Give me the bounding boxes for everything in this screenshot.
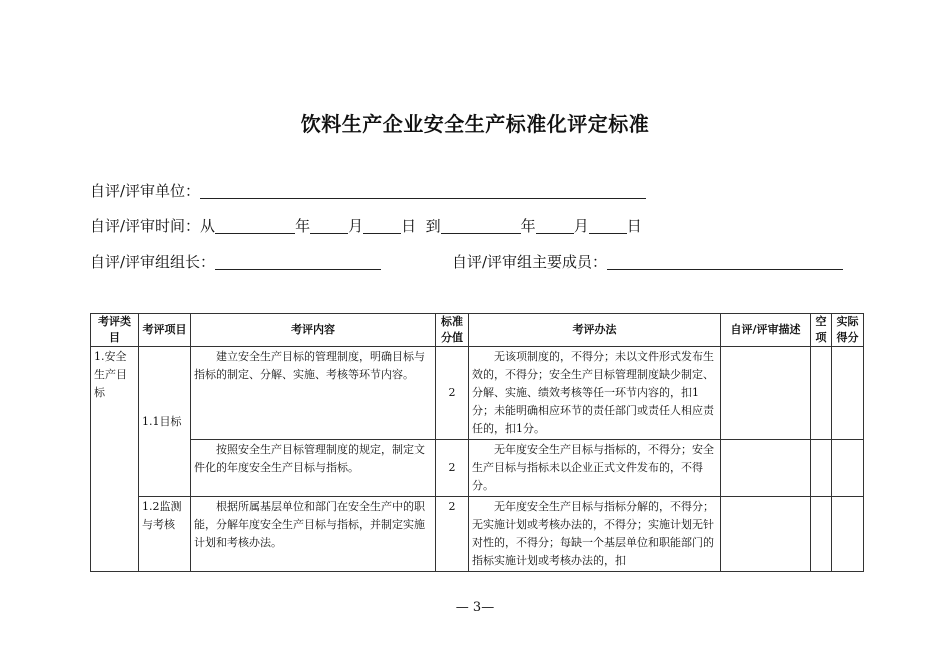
unit-row [90,181,646,201]
content-cell: 根据所属基层单位和部门在安全生产中的职能，分解年度安全生产目标与指标，并制定实施计划和考核办法。 [191,497,436,572]
day-label: 日 [401,217,417,235]
document-title: 饮料生产企业安全生产标准化评定标准 [300,112,650,136]
month-label: 月 [348,217,364,235]
description-cell[interactable] [721,497,811,572]
header-content: 考评内容 [191,314,436,347]
header-description: 自评/评审描述 [721,314,811,347]
members-group [452,252,843,272]
end-day-field[interactable] [589,217,627,234]
page-number: — 3— [455,600,495,615]
month-label-2: 月 [573,217,589,235]
score-cell: 2 [436,440,469,497]
actual-score-cell[interactable] [832,347,864,440]
content-cell: 按照安全生产目标管理制度的规定，制定文件化的年度安全生产目标与指标。 [191,440,436,497]
actual-score-cell[interactable] [832,440,864,497]
content-cell: 建立安全生产目标的管理制度，明确目标与指标的制定、分解、实施、考核等环节内容。 [191,347,436,440]
score-cell: 2 [436,347,469,440]
time-row [90,216,642,236]
year-label: 年 [295,217,311,235]
empty-item-cell[interactable] [811,347,832,440]
description-cell[interactable] [721,440,811,497]
leader-field[interactable] [215,253,381,270]
members-field[interactable] [607,253,843,270]
method-cell: 无该项制度的，不得分；未以文件形式发布生效的，不得分；安全生产目标管理制度缺少制定、分解、实施、绩效考核等任一环节内容的，扣1分；未能明确相应环节的责任部门或责任人相应责任的，扣1分。 [469,347,721,440]
item-cell-1: 1.1目标 [139,347,191,497]
day-label-2: 日 [626,217,642,235]
to-label: 到 [425,217,441,235]
score-cell: 2 [436,497,469,572]
empty-item-cell[interactable] [811,440,832,497]
end-month-field[interactable] [536,217,574,234]
category-cell: 1.安全生产目标 [91,347,139,572]
unit-field[interactable] [200,182,646,199]
actual-score-cell[interactable] [832,497,864,572]
header-score: 标准分值 [436,314,469,347]
header-category: 考评类目 [91,314,139,347]
end-year-field[interactable] [441,217,521,234]
header-actual-score: 实际得分 [832,314,864,347]
year-label-2: 年 [520,217,536,235]
empty-item-cell[interactable] [811,497,832,572]
header-method: 考评办法 [469,314,721,347]
start-day-field[interactable] [363,217,401,234]
members-label: 自评/评审组主要成员： [452,253,608,271]
method-cell: 无年度安全生产目标与指标的，不得分；安全生产目标与指标未以企业正式文件发布的，不得分。 [469,440,721,497]
evaluation-table [90,313,864,572]
time-label: 自评/评审时间：从 [90,217,216,235]
header-item: 考评项目 [139,314,191,347]
start-year-field[interactable] [215,217,295,234]
method-cell: 无年度安全生产目标与指标分解的，不得分；无实施计划或考核办法的，不得分；实施计划无针对性的，不得分；每缺一个基层单位和职能部门的指标实施计划或考核办法的，扣 [469,497,721,572]
leader-label: 自评/评审组组长： [90,253,216,271]
description-cell[interactable] [721,347,811,440]
table-row [91,497,864,572]
item-cell-2: 1.2监测与考核 [139,497,191,572]
start-month-field[interactable] [310,217,348,234]
unit-label: 自评/评审单位： [90,182,201,200]
table-row [91,440,864,497]
team-row [90,252,860,272]
table-row [91,347,864,440]
table-header-row [91,314,864,347]
header-empty-item: 空项 [811,314,832,347]
